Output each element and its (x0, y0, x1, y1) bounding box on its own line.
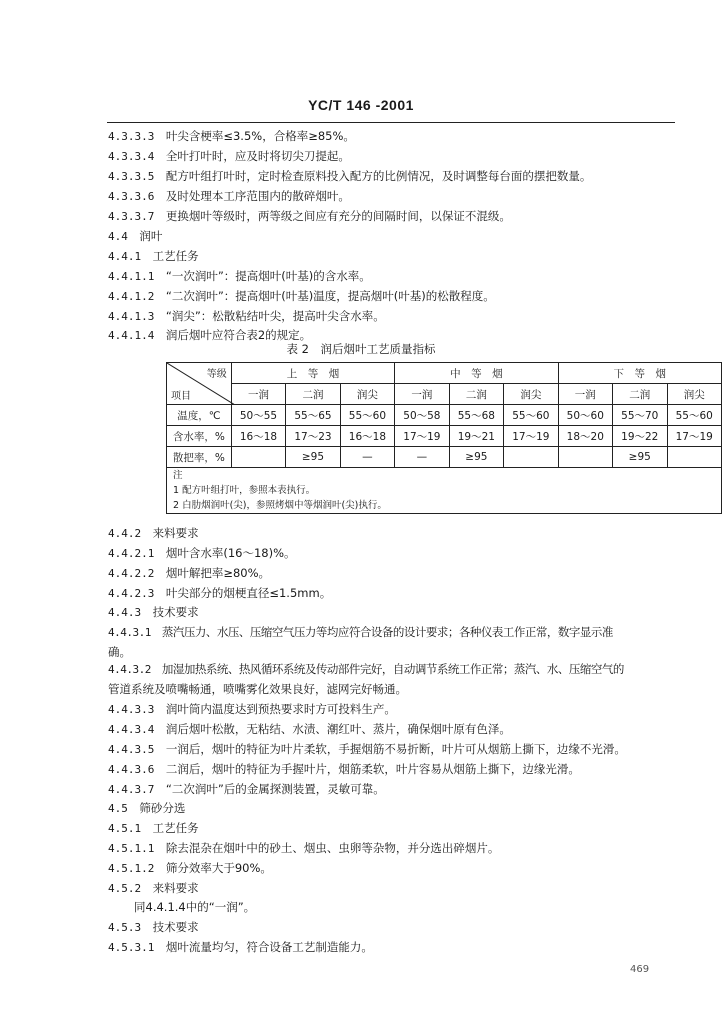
clause-line: 4.4.3.1 蒸汽压力、水压、压缩空气压力等均应符合设备的设计要求；各种仪表工作正常，数字显示准 (108, 625, 613, 639)
section-heading: 4.4.3 技术要求 (108, 605, 199, 619)
table-cell: 50～58 (395, 405, 449, 426)
table-cell: 16～18 (340, 426, 394, 447)
table-row (167, 405, 722, 426)
table-cell: 18～20 (558, 426, 612, 447)
clause-line: 4.5.1.2 筛分效率大于90%。 (108, 861, 272, 875)
table-cell: 55～60 (504, 405, 558, 426)
note-item: 1 配方叶组打叶，参照本表执行。 (173, 485, 316, 496)
corner-item-label: 项目 (171, 391, 191, 402)
clause-line: 4.3.3.3 叶尖含梗率≤3.5%，合格率≥85%。 (108, 129, 355, 143)
table-cell: 55～70 (613, 405, 667, 426)
clause-line: 4.4.3.2 加湿加热系统、热风循环系统及传动部件完好，自动调节系统工作正常；蒸汽、水、压缩空气的 (108, 662, 624, 676)
table-cell: 17～19 (667, 426, 722, 447)
clause-line: 4.4.2.1 烟叶含水率(16～18)%。 (108, 546, 296, 560)
table-cell (231, 447, 285, 468)
section-heading: 4.5.3 技术要求 (108, 920, 199, 934)
table-cell (667, 447, 722, 468)
row-label: 温度，℃ (167, 405, 232, 426)
subheader-cell: 一润 (395, 384, 449, 405)
subheader-cell: 二润 (613, 384, 667, 405)
table-cell: 55～60 (667, 405, 722, 426)
row-label: 散把率，% (167, 447, 232, 468)
table-cell (504, 447, 558, 468)
table-cell: 17～23 (286, 426, 340, 447)
note-title: 注 (173, 470, 183, 481)
section-heading: 4.4.1 工艺任务 (108, 249, 199, 263)
page-number: 469 (630, 964, 650, 975)
clause-line: 4.3.3.6 及时处理本工序范围内的散碎烟叶。 (108, 189, 350, 203)
table-row (167, 447, 722, 468)
section-heading: 4.5.1 工艺任务 (108, 821, 199, 835)
clause-continuation: 同4.4.1.4中的“一润”。 (134, 900, 256, 914)
clause-line: 4.4.2.3 叶尖部分的烟梗直径≤1.5mm。 (108, 586, 332, 600)
subheader-cell: 润尖 (504, 384, 558, 405)
subheader-cell: 二润 (449, 384, 503, 405)
section-heading: 4.5 筛砂分选 (108, 801, 186, 815)
table-cell: 50～55 (231, 405, 285, 426)
table-cell: 17～19 (504, 426, 558, 447)
note-item: 2 白肋烟润叶(尖)，参照烤烟中等烟润叶(尖)执行。 (173, 500, 387, 511)
clause-line: 4.3.3.7 更换烟叶等级时，两等级之间应有充分的间隔时间，以保证不混级。 (108, 209, 511, 223)
row-label: 含水率，% (167, 426, 232, 447)
document-header: YC/T 146 -2001 (308, 97, 414, 113)
table-cell: 17～19 (395, 426, 449, 447)
table-cell: ≥95 (449, 447, 503, 468)
group-header-upper: 上 等 烟 (231, 363, 394, 384)
table-cell: 50～60 (558, 405, 612, 426)
section-heading: 4.5.2 来料要求 (108, 881, 199, 895)
subheader-cell: 润尖 (667, 384, 722, 405)
group-header-middle: 中 等 烟 (395, 363, 558, 384)
section-heading: 4.4.2 来料要求 (108, 526, 199, 540)
clause-continuation: 确。 (108, 645, 131, 659)
subheader-cell: 润尖 (340, 384, 394, 405)
subheader-cell: 一润 (558, 384, 612, 405)
clause-line: 4.4.1.2 “二次润叶”：提高烟叶(叶基)温度，提高烟叶(叶基)的松散程度。 (108, 289, 495, 303)
table-cell: 16～18 (231, 426, 285, 447)
clause-line: 4.4.1.3 “润尖”：松散粘结叶尖，提高叶尖含水率。 (108, 309, 385, 323)
group-header-lower: 下 等 烟 (558, 363, 721, 384)
table-cell: 55～68 (449, 405, 503, 426)
table-cell (558, 447, 612, 468)
clause-line: 4.4.3.3 润叶筒内温度达到预热要求时方可投料生产。 (108, 702, 396, 716)
table-cell: ≥95 (613, 447, 667, 468)
table-cell: — (340, 447, 394, 468)
header-rule (107, 122, 675, 123)
clause-continuation: 管道系统及喷嘴畅通，喷嘴雾化效果良好，滤网完好畅通。 (108, 682, 407, 696)
table-cell: — (395, 447, 449, 468)
table-cell: 55～60 (340, 405, 394, 426)
quality-index-table (166, 362, 722, 514)
table-cell: ≥95 (286, 447, 340, 468)
clause-line: 4.3.3.4 全叶打叶时，应及时将切尖刀提起。 (108, 149, 350, 163)
table-cell: 19～21 (449, 426, 503, 447)
subheader-cell: 二润 (286, 384, 340, 405)
section-heading: 4.4 润叶 (108, 229, 163, 243)
clause-line: 4.4.3.4 润后烟叶松散，无粘结、水渍、潮红叶、蒸片，确保烟叶原有色泽。 (108, 722, 511, 736)
corner-header-cell (167, 363, 232, 405)
clause-line: 4.4.3.5 一润后，烟叶的特征为叶片柔软，手握烟筋不易折断，叶片可从烟筋上撕下，边缘不光滑。 (108, 742, 626, 756)
clause-line: 4.4.3.7 “二次润叶”后的金属探测装置，灵敏可靠。 (108, 782, 385, 796)
table-notes (167, 468, 722, 514)
clause-line: 4.4.2.2 烟叶解把率≥80%。 (108, 566, 271, 580)
clause-line: 4.5.3.1 烟叶流量均匀，符合设备工艺制造能力。 (108, 940, 373, 954)
clause-line: 4.4.1.1 “一次润叶”：提高烟叶(叶基)的含水率。 (108, 269, 371, 283)
table-caption: 表 2 润后烟叶工艺质量指标 (286, 342, 436, 356)
clause-line: 4.5.1.1 除去混杂在烟叶中的砂土、烟虫、虫卵等杂物，并分选出碎烟片。 (108, 841, 500, 855)
subheader-cell: 一润 (231, 384, 285, 405)
clause-line: 4.4.1.4 润后烟叶应符合表2的规定。 (108, 328, 312, 342)
table-cell: 55～65 (286, 405, 340, 426)
table-row (167, 426, 722, 447)
clause-line: 4.3.3.5 配方叶组打叶时，定时检查原料投入配方的比例情况，及时调整每台面的摆把数量。 (108, 169, 592, 183)
clause-line: 4.4.3.6 二润后，烟叶的特征为手握叶片，烟筋柔软，叶片容易从烟筋上撕下，边缘光滑。 (108, 762, 580, 776)
table-cell: 19～22 (613, 426, 667, 447)
corner-grade-label: 等级 (206, 369, 227, 380)
